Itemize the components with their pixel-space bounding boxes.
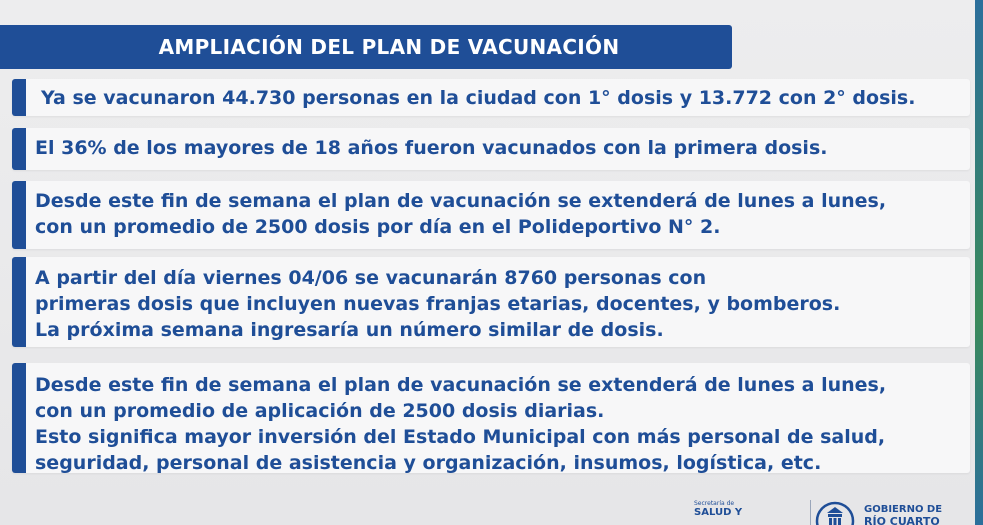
card-line: seguridad, personal de asistencia y organización, insumos, logística, etc.: [35, 452, 822, 474]
card-line: La próxima semana ingresaría un número similar de dosis.: [35, 319, 664, 341]
card-line: A partir del día viernes 04/06 se vacunarán 8760 personas con: [35, 267, 707, 289]
gobierno-line-1: GOBIERNO DE: [864, 504, 943, 515]
card-line: con un promedio de aplicación de 2500 dosis diarias.: [35, 400, 605, 422]
gobierno-line-2: RÍO CUARTO: [864, 515, 940, 525]
right-edge-strip: [975, 0, 983, 525]
footer-divider: [810, 500, 811, 525]
card-line: El 36% de los mayores de 18 años fueron vacunados con la primera dosis.: [35, 137, 828, 159]
secretaria-salud-logo: [694, 500, 804, 525]
card-line: con un promedio de 2500 dosis por día en el Polideportivo N° 2.: [35, 216, 721, 238]
info-card-4: [12, 257, 970, 347]
card-marker: [12, 181, 26, 249]
info-card-3: [12, 181, 970, 249]
info-card-1: [12, 79, 970, 116]
card-text: [35, 188, 962, 240]
card-line: Ya se vacunaron 44.730 personas en la ciudad con 1° dosis y 13.772 con 2° dosis.: [41, 87, 916, 109]
gobierno-text: [864, 504, 942, 525]
card-text: [35, 265, 962, 343]
info-card-2: [12, 128, 970, 170]
secretaria-small-text: Secretaría de: [694, 500, 735, 507]
page-title: AMPLIACIÓN DEL PLAN DE VACUNACIÓN: [158, 35, 620, 59]
municipal-emblem-icon: [815, 501, 855, 525]
title-banner: [0, 25, 732, 69]
card-text: [35, 372, 962, 476]
card-line: Desde este fin de semana el plan de vacunación se extenderá de lunes a lunes,: [35, 374, 887, 396]
card-marker: [12, 363, 26, 473]
card-marker: [12, 79, 26, 116]
card-line: Desde este fin de semana el plan de vacunación se extenderá de lunes a lunes,: [35, 190, 887, 212]
gobierno-logo: [815, 500, 975, 525]
card-marker: [12, 128, 26, 170]
secretaria-big-text: SALUD Y: [694, 507, 743, 518]
card-marker: [12, 257, 26, 347]
card-text: [35, 135, 962, 161]
card-line: Esto significa mayor inversión del Estado Municipal con más personal de salud,: [35, 426, 886, 448]
info-card-5: [12, 363, 970, 473]
card-text: [41, 85, 962, 111]
card-line: primeras dosis que incluyen nuevas franjas etarias, docentes, y bomberos.: [35, 293, 841, 315]
